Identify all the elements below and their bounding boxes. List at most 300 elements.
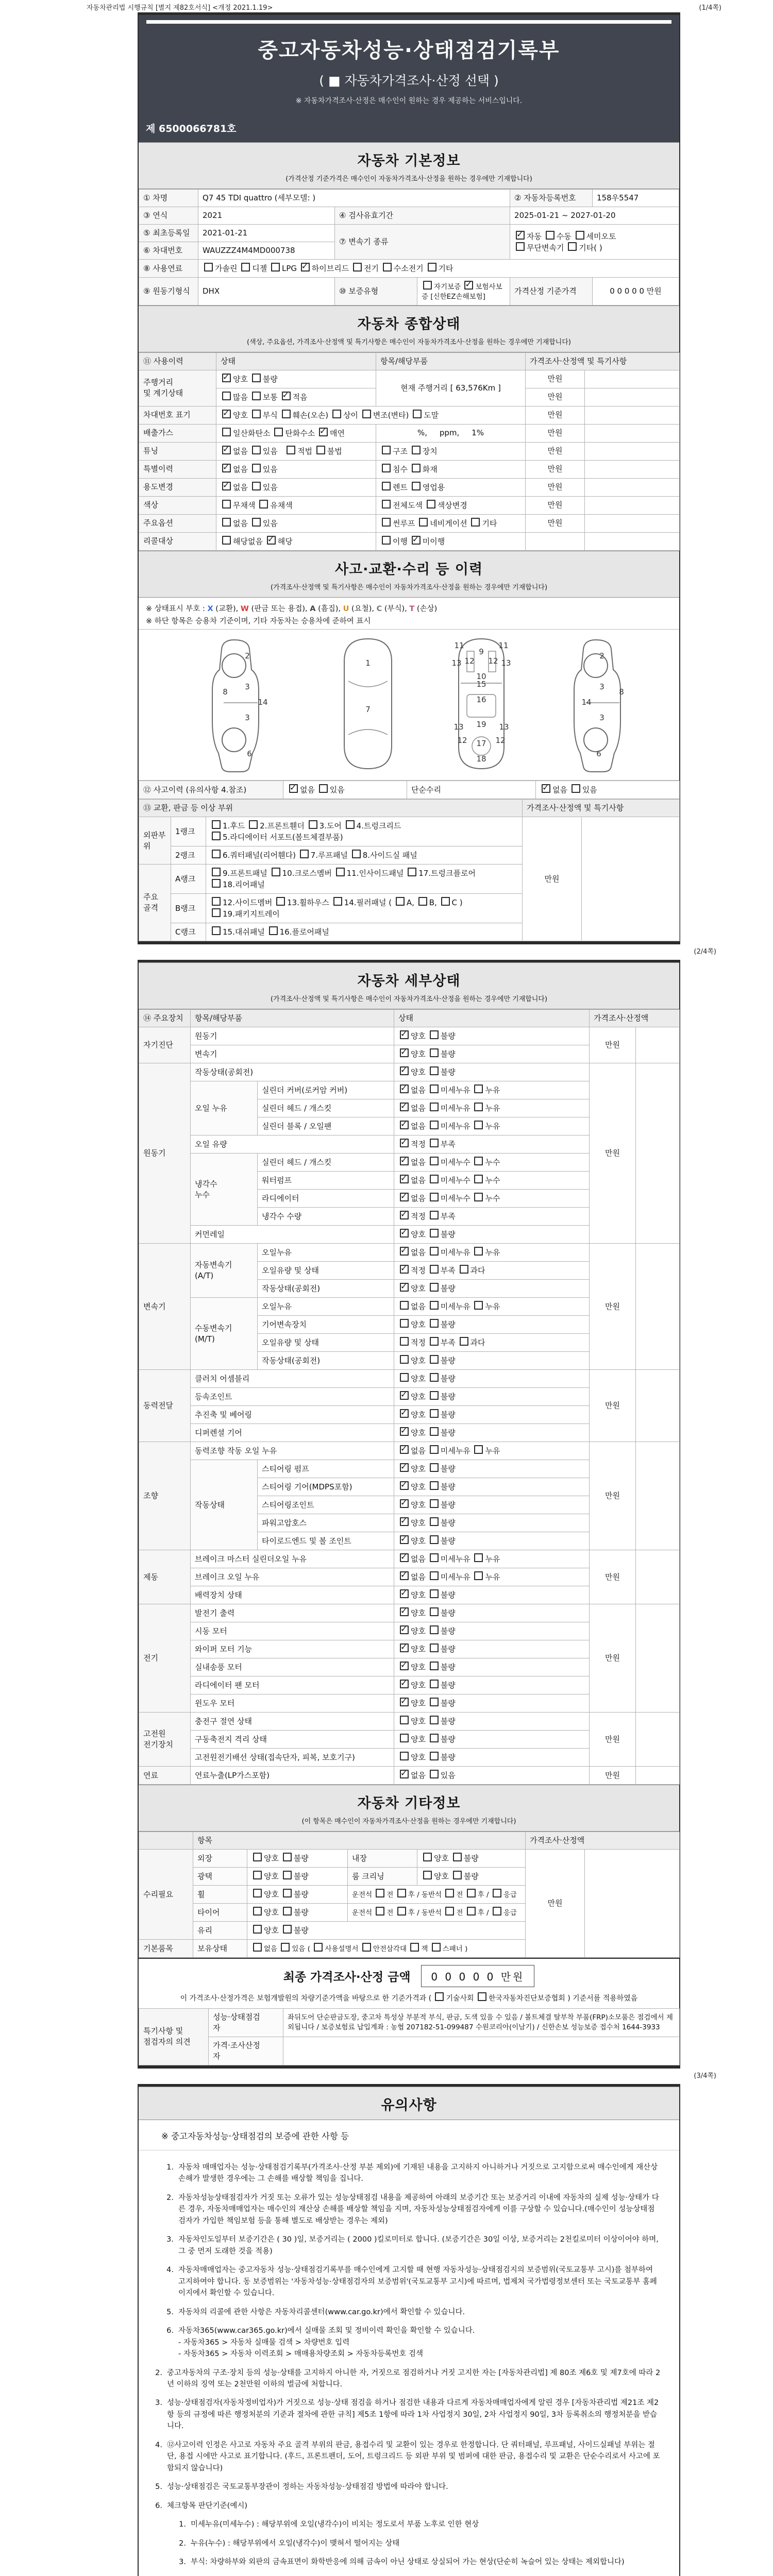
table-cell: 12.사이드멤버 13.휠하우스 14.필러패널 ( A, B, C ) 19.패키지트레이 [206, 894, 523, 923]
checkbox-empty-icon [271, 263, 280, 272]
row-label: ⑫ 사고이력 (유의사항 4.참조) [139, 781, 283, 799]
notice-item [139, 2192, 662, 2227]
checkbox-empty-icon [430, 1499, 439, 1508]
checkbox-empty-icon [430, 1481, 439, 1490]
checkbox-checked-icon [400, 1698, 409, 1706]
checkbox-checked-icon [400, 1643, 409, 1652]
column-header: 가격조사·산정액 [526, 1832, 680, 1850]
table-row [139, 2008, 680, 2037]
checkbox-empty-icon [430, 1103, 439, 1111]
table-cell: DHX [198, 278, 335, 306]
table-row [139, 352, 680, 370]
table-cell: ✓ 양호 불량 [394, 1694, 590, 1713]
table-row [139, 1244, 680, 1262]
checkbox-empty-icon [423, 1853, 432, 1861]
table-row [139, 424, 680, 442]
page-block-1 [138, 12, 680, 944]
table-cell: ✓ 없음 있음 [283, 781, 407, 799]
checkbox-checked-icon [400, 1265, 409, 1274]
row-label: 변속기 [139, 1244, 191, 1370]
table-cell: 가솔린 디젤 LPG ✓하이브리드 전기 수소전기 기타 [198, 260, 679, 278]
diagram-part-number: 13 [451, 658, 462, 668]
page-subtitle: ( ■ 자동차가격조사·산정 선택 ) [319, 73, 499, 88]
checkbox-empty-icon [352, 850, 361, 858]
table-cell [636, 1604, 680, 1713]
checkbox-empty-icon [428, 263, 436, 272]
table-cell: 동력조향 작동 오일 누유 [191, 1442, 394, 1460]
table-cell: ✓양호 불량 [216, 370, 376, 388]
checkbox-empty-icon [287, 446, 295, 454]
checkbox-empty-icon [474, 1553, 483, 1562]
table-cell: ✓ 적정 부족 과다 [394, 1262, 590, 1280]
notice-item-number: 1. [179, 2520, 186, 2529]
table-cell: ✓ 없음 미세누유 누유 [394, 1117, 590, 1136]
table-cell: 브레이크 오일 누유 [191, 1568, 394, 1586]
table-cell: ✓ 없음 미세누유 누유 [394, 1568, 590, 1586]
table-row [139, 800, 680, 817]
checkbox-empty-icon [382, 518, 391, 527]
checkbox-empty-icon [493, 1907, 501, 1916]
notice-item-text: 미세누유(미세누수) : 해당부위에 오일(냉각수)이 비치는 정도로서 부품 노후로 인한 현상 [191, 2520, 479, 2529]
page-title: 중고자동차성능·상태점검기록부 [258, 39, 560, 62]
notice-item-number: 2. [155, 2368, 162, 2377]
status-code-letter: X [207, 604, 213, 613]
diagram-part-number: 7 [365, 705, 371, 715]
table-cell: Q7 45 TDI quattro (세부모델: ) [198, 190, 510, 207]
checkbox-empty-icon [253, 1889, 262, 1897]
checkbox-empty-icon [252, 482, 261, 490]
column-header: 가격조사·산정액 [590, 1010, 680, 1027]
diagram-part-number: 12 [464, 656, 475, 666]
checkbox-empty-icon [316, 446, 325, 454]
checkbox-empty-icon [382, 536, 391, 545]
column-header: 상태 [394, 1010, 590, 1027]
checkbox-empty-icon [212, 908, 221, 917]
price-cell: 만원 [526, 424, 585, 442]
checkbox-empty-icon [376, 1907, 384, 1916]
diagram-part-number: 13 [498, 722, 509, 732]
checkbox-empty-icon [453, 1853, 462, 1861]
notice-item [139, 2264, 662, 2299]
checkbox-empty-icon [314, 1943, 323, 1952]
table-cell: 이행 ✓미이행 [376, 532, 526, 550]
table-row [139, 496, 680, 514]
table-cell [636, 1442, 680, 1550]
checkbox-empty-icon [493, 1889, 501, 1897]
checkbox-checked-icon [400, 1066, 409, 1075]
checkbox-checked-icon [400, 1084, 409, 1093]
checkbox-empty-icon [300, 850, 309, 858]
checkbox-empty-icon [212, 868, 221, 876]
checkbox-empty-icon [412, 446, 421, 454]
diagram-part-number: 3 [599, 682, 604, 692]
checkbox-empty-icon [400, 1301, 409, 1310]
row-label: ⑧ 사용연료 [139, 260, 198, 278]
checkbox-empty-icon [252, 374, 261, 382]
checkbox-empty-icon [460, 1265, 468, 1274]
checkbox-empty-icon [376, 1889, 384, 1897]
checkbox-checked-icon [400, 1607, 409, 1616]
checkbox-empty-icon [222, 536, 231, 545]
notice-item-number: 3. [155, 2399, 162, 2408]
row-label: 제동 [139, 1550, 191, 1604]
data-table [139, 799, 680, 941]
checkbox-empty-icon [471, 518, 480, 527]
table-row [139, 2037, 680, 2065]
table-cell: ✓ 양호 불량 [394, 1424, 590, 1442]
checkbox-checked-icon [400, 1445, 409, 1454]
table-cell: 썬루프 네비게이션 기타 [376, 514, 526, 532]
diagram-part-number: 6 [246, 749, 252, 759]
sub-row-label: 광택 [193, 1868, 247, 1886]
section-subtitle: (가격조사·산정액 및 특기사항은 매수인이 자동차가격조사·산정을 원하는 경우에만 기재합니다) [270, 583, 548, 591]
table-row [139, 260, 679, 278]
checkbox-empty-icon [283, 1853, 292, 1861]
table-cell: %, ppm, 1% [376, 424, 526, 442]
column-header: 항목/해당부품 [191, 1010, 394, 1027]
notice-item-number: 2. [179, 2539, 186, 2548]
checkbox-empty-icon [441, 897, 450, 906]
row-label: 조향 [139, 1442, 191, 1550]
row-label: 주요옵션 [139, 514, 216, 532]
checkbox-empty-icon [423, 281, 432, 290]
price-cell: 만원 [590, 1027, 636, 1063]
price-cell: 만원 [590, 1370, 636, 1442]
checkbox-empty-icon [467, 1907, 476, 1916]
table-cell: 오일누유 [258, 1244, 394, 1262]
price-cell: 만원 [590, 1550, 636, 1604]
checkbox-checked-icon [400, 1517, 409, 1526]
notice-item-number: 3. [166, 2235, 174, 2244]
checkbox-empty-icon [430, 1553, 439, 1562]
table-cell: 적정 부족 과다 [394, 1334, 590, 1352]
table-cell [585, 514, 680, 532]
table-cell: 작동상태(공회전) [258, 1280, 394, 1298]
table-cell: 기어변속장치 [258, 1316, 394, 1334]
rear-window-line [348, 730, 388, 735]
section-basic-info [139, 142, 679, 189]
checkbox-empty-icon [222, 428, 231, 436]
table-cell: ✓ 양호 불량 [394, 1496, 590, 1514]
checkbox-checked-icon [267, 536, 276, 545]
section-title: 자동차 종합상태 [357, 316, 461, 332]
notice-item-text: 체크항목 판단기준(예시) [167, 2501, 247, 2510]
legend-text: (판금 또는 용접), [248, 604, 310, 613]
checkbox-empty-icon [397, 1889, 406, 1897]
checkbox-empty-icon [412, 464, 421, 472]
final-price-value: 0 0 0 0 0 만원 [421, 1965, 534, 1987]
checkbox-empty-icon [400, 1716, 409, 1724]
table-cell: 없음 있음 [216, 514, 376, 532]
price-cell: 만원 [526, 406, 585, 424]
table-cell: 2021 [198, 207, 335, 225]
document-header [139, 15, 679, 142]
checkbox-empty-icon [400, 1337, 409, 1346]
document-number: 제 6500066781호 [146, 123, 237, 134]
notice-item-number: 5. [155, 2483, 162, 2492]
table-cell: 침수 화재 [376, 460, 526, 478]
table-cell: ✓ 없음 미세누수 누수 [394, 1190, 590, 1208]
checkbox-empty-icon [319, 784, 328, 793]
checkbox-empty-icon [252, 446, 261, 454]
table-cell: 파워고압호스 [258, 1514, 394, 1532]
data-table [139, 1832, 680, 1958]
table-cell: 6.쿼터패널(리어휀다) 7.루프패널 8.사이드실 패널 [206, 846, 523, 865]
checkbox-empty-icon [362, 410, 371, 418]
sub-row-label: 오일 누유 [191, 1081, 258, 1136]
table-cell: 오일유량 및 상태 [258, 1262, 394, 1280]
section-overall-status [139, 306, 679, 352]
checkbox-checked-icon [222, 464, 231, 472]
checkbox-checked-icon [542, 784, 550, 793]
remarks-table [139, 2008, 679, 2065]
final-price-note: 이 가격조사·산정가격은 보험개발원의 차량기준가액을 바탕으로 한 기준가격과 ( 기술사회 한국자동차진단보증협회 ) 기준서를 적용하였음 [139, 1992, 679, 2003]
wheel [222, 728, 246, 752]
table-cell: 일산화탄소 탄화수소 ✓매연 [216, 424, 376, 442]
section-subtitle: (가격조사·산정액 및 특기사항은 매수인이 자동차가격조사·산정을 원하는 경우에만 기재합니다) [270, 995, 548, 1004]
checkbox-empty-icon [252, 410, 261, 418]
checkbox-empty-icon [430, 1427, 439, 1436]
table-cell: 없음 있음 ( 사용설명서 안전삼각대 잭 스패너 ) [247, 1940, 526, 1958]
table-row [139, 406, 680, 424]
table-cell: 양호 불량 [417, 1868, 526, 1886]
checkbox-empty-icon [222, 518, 231, 527]
section-title: 자동차 세부상태 [357, 973, 461, 990]
table-cell: 브레이크 마스터 실린더오일 누유 [191, 1550, 394, 1568]
diagram-part-number: 2 [599, 651, 604, 661]
checkbox-empty-icon [283, 1871, 292, 1879]
section-title: 유의사항 [381, 2097, 437, 2113]
diagram-part-number: 10 [476, 672, 486, 682]
row-label: 동력전달 [139, 1370, 191, 1442]
table-cell: 냉각수 수량 [258, 1208, 394, 1226]
checkbox-checked-icon [400, 1247, 409, 1256]
checkbox-empty-icon [400, 1355, 409, 1364]
diagram-part-number: 17 [476, 739, 486, 749]
wheel [222, 654, 246, 677]
table-cell: ✓ 없음 있음 [216, 460, 376, 478]
row-label: 연료 [139, 1767, 191, 1785]
checkbox-empty-icon [212, 897, 221, 906]
diagram-part-number: 3 [599, 713, 604, 723]
diagram-part-number: 15 [476, 680, 486, 689]
table-cell: ✓ 양호 불량 [394, 1388, 590, 1406]
notice-item-text: 부식: 차량하부와 외판의 금속표면이 화학반응에 의해 금속이 아닌 상태로 상실되어 가는 현상(단순히 녹슬어 있는 상태는 제외합니다) [191, 2558, 625, 2567]
status-code-legend [146, 603, 672, 616]
sub-row-label: 보유상태 [193, 1940, 247, 1958]
checkbox-empty-icon [474, 1175, 483, 1183]
table-row [139, 781, 680, 799]
checkbox-checked-icon [400, 1409, 409, 1418]
table-cell: 워터펌프 [258, 1172, 394, 1190]
table-cell: ✓ 없음 미세누유 누유 [394, 1442, 590, 1460]
table-cell: 작동상태(공회전) [191, 1063, 394, 1081]
row-label: 주요 골격 [139, 865, 171, 941]
table-cell: ✓ 양호 불량 [394, 1045, 590, 1063]
diagram-part-number: 18 [476, 754, 486, 764]
checkbox-empty-icon [430, 1463, 439, 1472]
legend-text: (요철), [349, 604, 377, 613]
table-cell [585, 406, 680, 424]
checkbox-checked-icon [400, 1193, 409, 1201]
row-label: ⑤ 최초등록일 [139, 225, 198, 242]
checkbox-empty-icon [413, 410, 422, 418]
table-cell: 운전석 전 후 / 동반석 전 후 / 응급 [348, 1886, 526, 1904]
checkbox-empty-icon [430, 1373, 439, 1382]
table-cell: 양호 불량 [394, 1749, 590, 1767]
row-label: 특별이력 [139, 460, 216, 478]
table-cell: 구조 장치 [376, 442, 526, 460]
notice-item-text: 자동차매매업자는 중고자동차 성능·상태점검기록부를 매수인에게 고지할 때 현행 자동차성능·상태점검지의 보증범위(국토교통부 고시)를 첨부하여 고지하여야 합니다. 동 보증범위는 '자동차성능·상태점검자의 보증범위'(국토교통부 고시)에 따르며, 법제처 국가법령정보센터 또는 국토교통부 홈페이지에서 확인할 수 있습니다. [178, 2266, 657, 2298]
checkbox-empty-icon [430, 1662, 439, 1670]
table-cell: 15.대쉬패널 16.플로어패널 [206, 923, 523, 941]
checkbox-checked-icon [400, 1571, 409, 1580]
document-sheet [138, 12, 716, 2576]
row-label: ③ 연식 [139, 207, 198, 225]
table-row [139, 1442, 680, 1460]
row-label: 외판부위 [139, 817, 171, 865]
checkbox-empty-icon [408, 868, 416, 876]
table-cell: 오일누유 [258, 1298, 394, 1316]
sub-row-label: 냉각수 누수 [191, 1154, 258, 1226]
checkbox-checked-icon [222, 446, 231, 454]
checkbox-empty-icon [332, 410, 341, 418]
notice-item [139, 2556, 662, 2568]
notice-item [139, 2162, 662, 2185]
row-label: ② 자동차등록번호 [510, 190, 593, 207]
checkbox-empty-icon [430, 1625, 439, 1634]
legend-text: (부식), [382, 604, 410, 613]
checkbox-checked-icon [464, 281, 473, 290]
data-table [139, 1009, 680, 1785]
checkbox-empty-icon [253, 1871, 262, 1879]
column-header: ⑬ 교환, 판금 등 이상 부위 [139, 800, 523, 817]
table-cell [585, 532, 680, 550]
table-cell: 라디에이터 팬 모터 [191, 1676, 394, 1694]
table-cell: 양호 불량 [394, 1370, 590, 1388]
checkbox-empty-icon [516, 242, 525, 251]
checkbox-empty-icon [430, 1084, 439, 1093]
checkbox-empty-icon [474, 1084, 483, 1093]
windshield-line [348, 681, 388, 687]
checkbox-checked-icon [222, 410, 231, 418]
table-cell: 연료누출(LP가스포함) [191, 1767, 394, 1785]
diagram-part-number: 9 [478, 647, 484, 657]
section-detail-status [139, 962, 679, 1009]
checkbox-empty-icon [474, 1301, 483, 1310]
checkbox-empty-icon [467, 1889, 476, 1897]
table-cell: 현재 주행거리 [ 63,576Km ] [376, 370, 526, 406]
row-label: ⑦ 변속기 종류 [335, 225, 510, 260]
checkbox-empty-icon [382, 500, 391, 509]
table-cell: ✓ 양호 불량 [394, 1226, 590, 1244]
law-reference: 자동차관리법 시행규칙 [별지 제82호서식] <개정 2021.1.19> [87, 4, 273, 12]
column-header: ⑭ 주요장치 [139, 1010, 191, 1027]
column-header: 가격조사·산정액 및 특기사항 [526, 352, 680, 370]
checkbox-empty-icon [430, 1048, 439, 1057]
checkbox-checked-icon [222, 482, 231, 490]
checkbox-checked-icon [301, 263, 310, 272]
table-cell: 많음 보통 ✓적음 [216, 388, 376, 406]
table-cell: ✓ 적정 부족 [394, 1208, 590, 1226]
diagram-part-number: 8 [222, 687, 228, 697]
checkbox-empty-icon [382, 464, 391, 472]
checkbox-empty-icon [249, 820, 258, 829]
checkbox-empty-icon [474, 1121, 483, 1129]
table-row [139, 1370, 680, 1388]
final-price-label: 최종 가격조사·산정 금액 [283, 1970, 411, 1984]
other-info-table [139, 1832, 679, 1958]
checkbox-empty-icon [435, 1992, 444, 2001]
page-marker-3: (3/4쪽) [694, 2072, 716, 2080]
checkbox-empty-icon [430, 1283, 439, 1292]
checkbox-checked-icon [400, 1283, 409, 1292]
checkbox-empty-icon [430, 1319, 439, 1328]
table-cell: ✓ 없음 미세누유 누유 [394, 1099, 590, 1117]
checkbox-empty-icon [253, 1943, 262, 1952]
table-cell: 추진축 및 베어링 [191, 1406, 394, 1424]
table-cell: ✓ 없음 미세누수 누수 [394, 1154, 590, 1172]
table-cell: 스티어링 기어(MDPS포함) [258, 1478, 394, 1496]
table-cell: 발전기 출력 [191, 1604, 394, 1622]
checkbox-empty-icon [362, 1943, 371, 1952]
sub-row-label: 수동변속기 (M/T) [191, 1298, 258, 1370]
checkbox-checked-icon [400, 1048, 409, 1057]
table-row [139, 1027, 680, 1045]
checkbox-empty-icon [252, 392, 261, 400]
row-label: ⑥ 차대번호 [139, 242, 198, 260]
table-cell [585, 442, 680, 460]
row-label: 주행거리 및 계기상태 [139, 370, 216, 406]
table-row [139, 1713, 680, 1731]
notice-item [139, 2234, 662, 2257]
checkbox-empty-icon [283, 1925, 292, 1934]
header-note: ※ 자동차가격조사·산정은 매수인이 원하는 경우 제공하는 서비스입니다. [295, 97, 523, 105]
price-cell: 만원 [523, 817, 582, 941]
checkbox-empty-icon [204, 263, 213, 272]
row-label: 배출가스 [139, 424, 216, 442]
checkbox-empty-icon [418, 897, 427, 906]
table-cell [283, 2037, 680, 2065]
checkbox-empty-icon [212, 820, 221, 829]
table-cell: ✓ 양호 불량 [394, 1027, 590, 1045]
checkbox-checked-icon [400, 1680, 409, 1688]
checkbox-checked-icon [400, 1535, 409, 1544]
table-cell: 양호 불량 [394, 1731, 590, 1749]
checkbox-empty-icon [283, 1907, 292, 1916]
checkbox-empty-icon [282, 410, 291, 418]
section-accident-history [139, 551, 679, 598]
checkbox-empty-icon [400, 1752, 409, 1760]
notice-item-text: 성능·상태점검자(자동차정비업자)가 거짓으로 성능·상태 점검을 하거나 점검한 내용과 다르게 자동차매매업자에게 알린 경우 [자동차관리법 제21조 제2항 등의 규정에 따른 행정처분의 기준과 절차에 관한 규칙] 제5조 1항에 따라 1차 사업정지 30일, 2차 사업정지 90일, 3차 등록취소의 행정처분을 받습니다. [167, 2399, 659, 2431]
notice-item [139, 2538, 662, 2549]
table-cell: 운전석 전 후 / 동반석 전 후 / 응급 [348, 1904, 526, 1922]
checkbox-empty-icon [430, 1265, 439, 1274]
diagram-part-number: 3 [244, 682, 250, 692]
table-cell: ✓ 없음 미세누유 누유 [394, 1550, 590, 1568]
notice-item-text: 자동차성능상태점검자가 거짓 또는 오류가 있는 성능상태점검 내용을 제공하여 아래의 보증기간 또는 보증거리 이내에 자동차의 실제 성능·상태가 다른 경우, 자동차매매업자는 매수인의 재산상 손해를 배상할 책임을 지며, 자동차성능상태점검자에게 이를 구상할 수 있습니다.(매수인이 성능상태점검자가 가입한 책임보험 등을 통해 별도로 배상받는 경우는 제외) [178, 2193, 659, 2225]
table-cell: 실린더 헤드 / 개스킷 [258, 1099, 394, 1117]
price-cell: 만원 [526, 442, 585, 460]
column-header: 상태 [216, 352, 376, 370]
notice-list [139, 2150, 679, 2576]
table-row [139, 1604, 680, 1622]
checkbox-empty-icon [430, 1589, 439, 1598]
checkbox-empty-icon [274, 428, 283, 436]
table-cell: 실내송풍 모터 [191, 1658, 394, 1676]
checkbox-empty-icon [430, 1193, 439, 1201]
table-cell: ✓ 없음 미세누유 누유 [394, 1081, 590, 1099]
